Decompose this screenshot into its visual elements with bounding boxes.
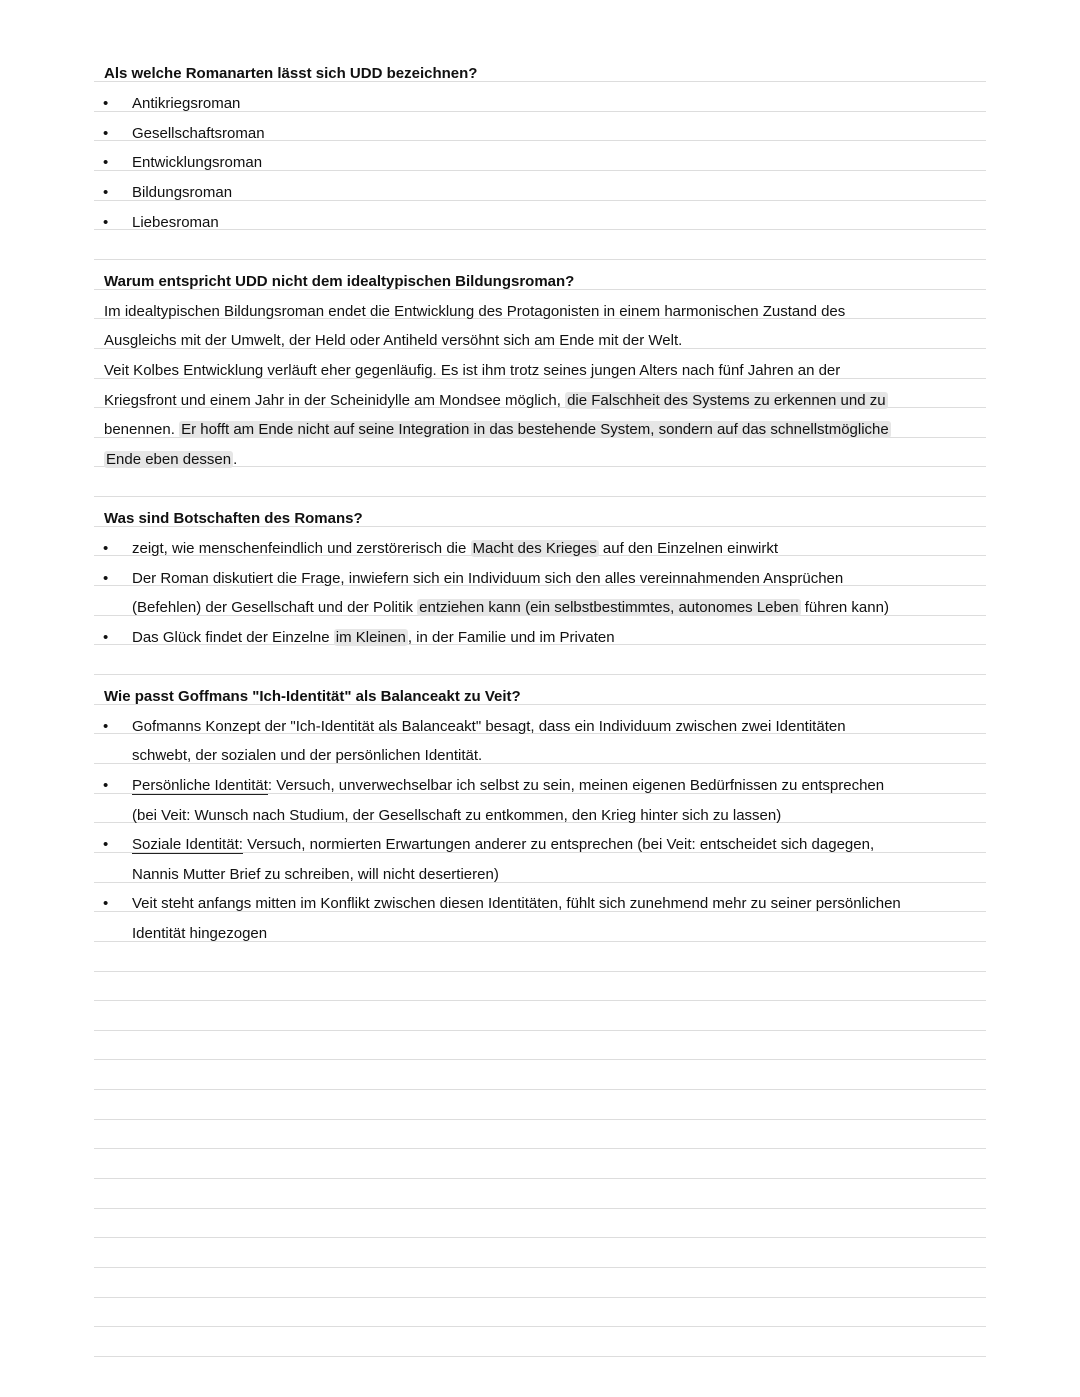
list-item-continuation: Nannis Mutter Brief zu schreiben, will nicht desertieren) <box>132 866 499 883</box>
ruled-line <box>94 1148 986 1149</box>
ruled-line <box>94 229 986 230</box>
bullet-marker: • <box>103 184 109 201</box>
list-item-continuation: schwebt, der sozialen und der persönlichen Identität. <box>132 747 483 764</box>
ruled-line <box>94 1000 986 1001</box>
underlined-term: Persönliche Identität <box>132 777 268 794</box>
ruled-line <box>94 1059 986 1060</box>
list-item: Der Roman diskutiert die Frage, inwiefern sich ein Individuum sich den alles vereinnahmenden Ansprüchen <box>132 570 844 587</box>
list-item <box>132 776 884 796</box>
list-item: Veit steht anfangs mitten im Konflikt zwischen diesen Identitäten, fühlt sich zunehmend mehr zu seiner persönlichen <box>132 895 901 912</box>
highlighted-text: im Kleinen <box>335 629 406 646</box>
heading-romanarten: Als welche Romanarten lässt sich UDD bezeichnen? <box>104 65 478 82</box>
highlighted-text: Er hofft am Ende nicht auf seine Integration in das bestehende System, sondern auf das schnellstmögliche <box>181 421 889 438</box>
bullet-marker: • <box>103 836 109 853</box>
text-run: . <box>233 451 238 468</box>
list-item: Bildungsroman <box>132 184 233 201</box>
text-run: : Versuch, unverwechselbar ich selbst zu sein, meinen eigenen Bedürfnissen zu entsprechen <box>267 777 885 794</box>
ruled-line <box>94 1030 986 1031</box>
paragraph-line: Veit Kolbes Entwicklung verläuft eher gegenläufig. Es ist ihm trotz seines jungen Alters nach fünf Jahren an der <box>104 362 841 379</box>
ruled-line <box>94 1356 986 1357</box>
ruled-line <box>94 1237 986 1238</box>
ruled-line <box>94 1208 986 1209</box>
list-item <box>132 628 615 648</box>
bullet-marker: • <box>103 125 109 142</box>
ruled-line <box>94 1119 986 1120</box>
list-item-continuation <box>132 598 889 618</box>
paragraph-line: Im idealtypischen Bildungsroman endet die Entwicklung des Protagonisten in einem harmonischen Zustand des <box>104 303 846 320</box>
paragraph-line <box>104 420 891 440</box>
paragraph-line: Ausgleichs mit der Umwelt, der Held oder Antiheld versöhnt sich am Ende mit der Welt. <box>104 332 683 349</box>
highlighted-text: Macht des Krieges <box>472 540 597 557</box>
text-run: zeigt, wie menschenfeindlich und zerstörerisch die <box>132 540 467 557</box>
bullet-marker: • <box>103 154 109 171</box>
ruled-line <box>94 1178 986 1179</box>
list-item-continuation: (bei Veit: Wunsch nach Studium, der Gesellschaft zu entkommen, den Krieg hinter sich zu lassen) <box>132 807 782 824</box>
heading-goffman: Wie passt Goffmans "Ich-Identität" als Balanceakt zu Veit? <box>104 688 521 705</box>
paragraph-line <box>104 391 888 411</box>
highlighted-text: die Falschheit des Systems zu erkennen und zu <box>567 392 886 409</box>
ruled-line <box>94 971 986 972</box>
highlighted-text: Ende eben dessen <box>106 451 232 468</box>
bullet-marker: • <box>103 214 109 231</box>
text-run: Versuch, normierten Erwartungen anderer zu entsprechen (bei Veit: entscheidet sich dagegen, <box>242 836 875 853</box>
paragraph-line <box>104 450 237 470</box>
highlighted-text: entziehen kann (ein selbstbestimmtes, autonomes Leben <box>419 599 799 616</box>
ruled-line <box>94 1089 986 1090</box>
bullet-marker: • <box>103 629 109 646</box>
text-run: , in der Familie und im Privaten <box>407 629 615 646</box>
bullet-marker: • <box>103 718 109 735</box>
bullet-marker: • <box>103 777 109 794</box>
ruled-line <box>94 1267 986 1268</box>
list-item: Entwicklungsroman <box>132 154 263 171</box>
ruled-line <box>94 496 986 497</box>
text-run: (Befehlen) der Gesellschaft und der Politik <box>132 599 413 616</box>
bullet-marker: • <box>103 570 109 587</box>
list-item-continuation: Identität hingezogen <box>132 925 268 942</box>
text-run: Das Glück findet der Einzelne <box>132 629 330 646</box>
list-item <box>132 539 778 559</box>
list-item: Liebesroman <box>132 214 219 231</box>
heading-bildungsroman: Warum entspricht UDD nicht dem idealtypischen Bildungsroman? <box>104 273 575 290</box>
text-run: auf den Einzelnen einwirkt <box>602 540 779 557</box>
ruled-line <box>94 1297 986 1298</box>
text-run: Kriegsfront und einem Jahr in der Scheinidylle am Mondsee möglich, <box>104 392 561 409</box>
list-item: Gofmanns Konzept der "Ich-Identität als Balanceakt" besagt, dass ein Individuum zwischen zwei Identitäten <box>132 718 846 735</box>
text-run: benennen. <box>104 421 175 438</box>
underlined-term: Soziale Identität: <box>132 836 243 853</box>
bullet-marker: • <box>103 95 109 112</box>
text-run: führen kann) <box>804 599 889 616</box>
list-item: Gesellschaftsroman <box>132 125 265 142</box>
list-item <box>132 835 874 855</box>
ruled-line <box>94 1326 986 1327</box>
list-item: Antikriegsroman <box>132 95 241 112</box>
ruled-line <box>94 674 986 675</box>
bullet-marker: • <box>103 895 109 912</box>
ruled-line <box>94 259 986 260</box>
heading-botschaften: Was sind Botschaften des Romans? <box>104 510 363 527</box>
bullet-marker: • <box>103 540 109 557</box>
